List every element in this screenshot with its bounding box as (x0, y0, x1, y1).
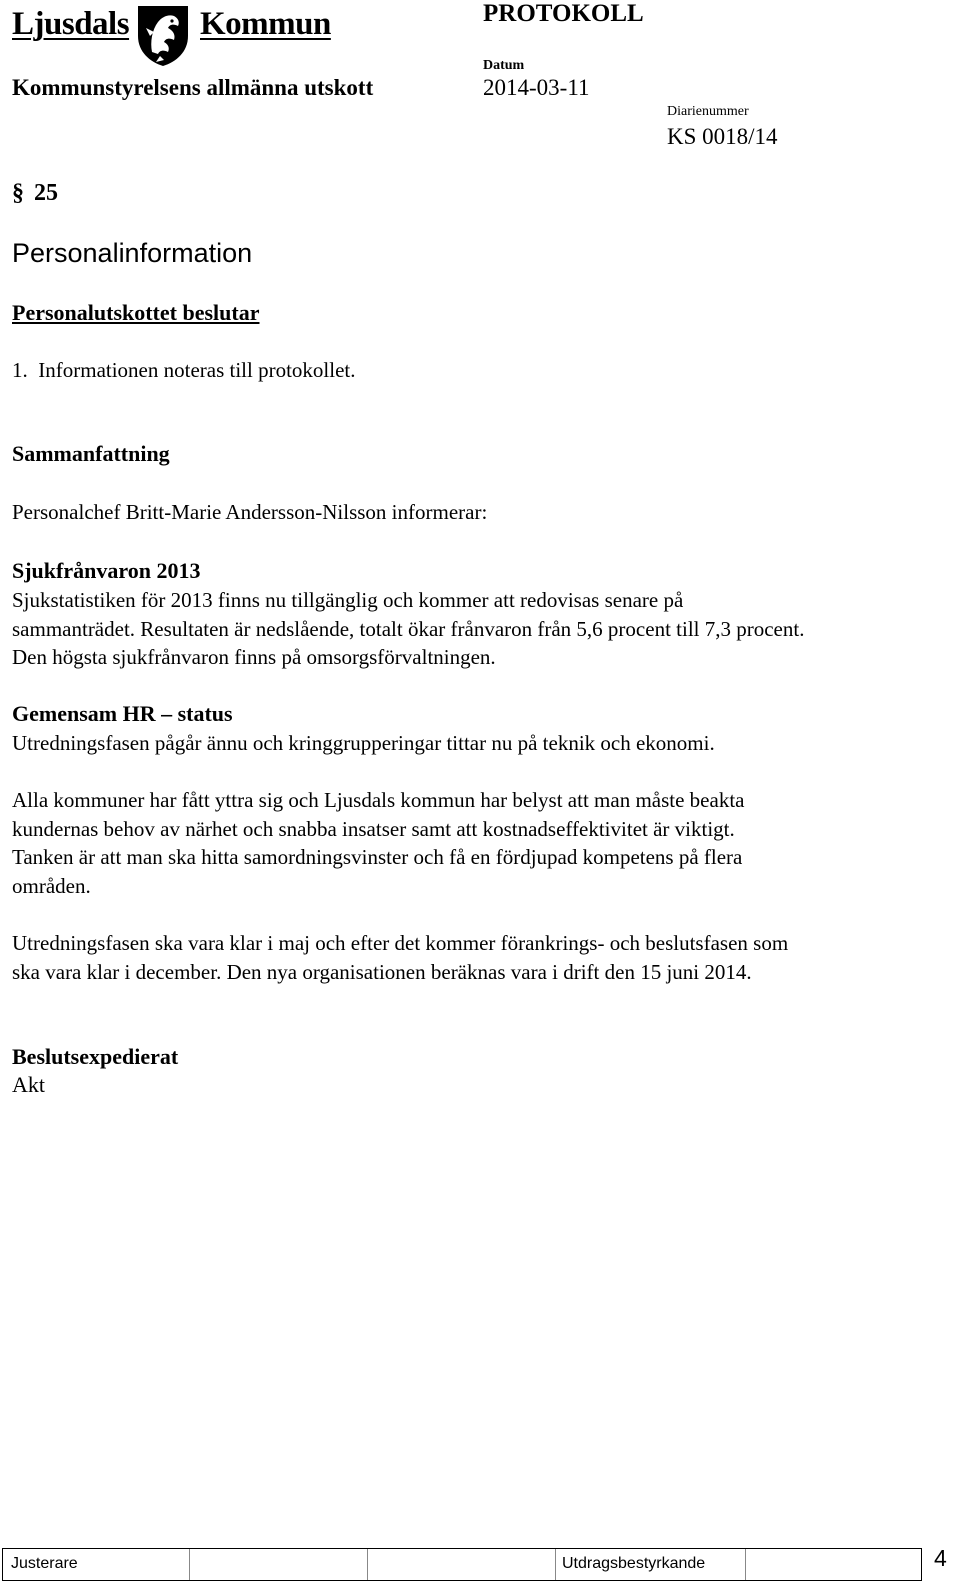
paragraph-sign: § (12, 180, 24, 206)
text-line: Utredningsfasen ska vara klar i maj och efter det kommer förankrings- och beslutsfasen som (12, 931, 789, 955)
signature-box (745, 1549, 921, 1580)
dispatch-value: Akt (12, 1072, 45, 1097)
section-number-value: 25 (34, 180, 58, 206)
signature-footer (2, 1548, 922, 1581)
signature-box (189, 1549, 367, 1580)
sick-paragraph (12, 586, 952, 672)
paragraph-2 (12, 929, 952, 986)
hr-paragraph (12, 729, 952, 758)
utdrag-label: Utdragsbestyrkande (562, 1555, 706, 1572)
text-line: ska vara klar i december. Den nya organisationen beräknas vara i drift den 15 juni 2014. (12, 959, 752, 984)
summary-intro: Personalchef Britt-Marie Andersson-Nilsson informerar: (12, 500, 488, 524)
justerare-label: Justerare (11, 1555, 78, 1572)
coat-of-arms-logo (134, 2, 192, 68)
hr-heading: Gemensam HR – status (12, 701, 233, 726)
text-line: sammanträdet. Resultaten är nedslående, totalt ökar frånvaron från 5,6 procent till 7,3 procent. (12, 616, 805, 641)
document-type: PROTOKOLL (483, 0, 644, 27)
date-value: 2014-03-11 (483, 75, 590, 100)
justerare-cell (3, 1549, 189, 1580)
date-label: Datum (483, 58, 525, 73)
logo-text-right: Kommun (200, 6, 331, 42)
text-line: Utredningsfasen pågår ännu och kringgrupperingar tittar nu på teknik och ekonomi. (12, 731, 715, 755)
logo-text-left: Ljusdals (12, 6, 130, 42)
section-number (12, 180, 58, 207)
signature-box (367, 1549, 555, 1580)
diary-label: Diarienummer (667, 104, 749, 119)
diary-value: KS 0018/14 (667, 124, 778, 149)
section-title: Personalinformation (12, 238, 253, 268)
decision-heading: Personalutskottet beslutar (12, 300, 260, 325)
text-line: Tanken är att man ska hitta samordningsvinster och få en fördjupad kompetens på flera (12, 845, 743, 869)
page-number: 4 (934, 1545, 947, 1571)
sick-heading: Sjukfrånvaron 2013 (12, 558, 201, 583)
summary-heading: Sammanfattning (12, 441, 170, 466)
text-line: Den högsta sjukfrånvaron finns på omsorgsförvaltningen. (12, 645, 496, 669)
paragraph-1 (12, 786, 952, 900)
dispatch-heading: Beslutsexpedierat (12, 1044, 179, 1069)
text-line: Alla kommuner har fått yttra sig och Ljusdals kommun har belyst att man måste beakta (12, 788, 745, 812)
text-line: kundernas behov av närhet och snabba insatser samt att kostnadseffektivitet är viktigt. (12, 816, 735, 841)
decision-item: 1. Informationen noteras till protokollet. (12, 358, 356, 382)
text-line: Sjukstatistiken för 2013 finns nu tillgänglig och kommer att redovisas senare på (12, 588, 684, 612)
committee-name: Kommunstyrelsens allmänna utskott (12, 75, 374, 100)
utdrag-cell (555, 1549, 745, 1580)
text-line: områden. (12, 873, 91, 898)
